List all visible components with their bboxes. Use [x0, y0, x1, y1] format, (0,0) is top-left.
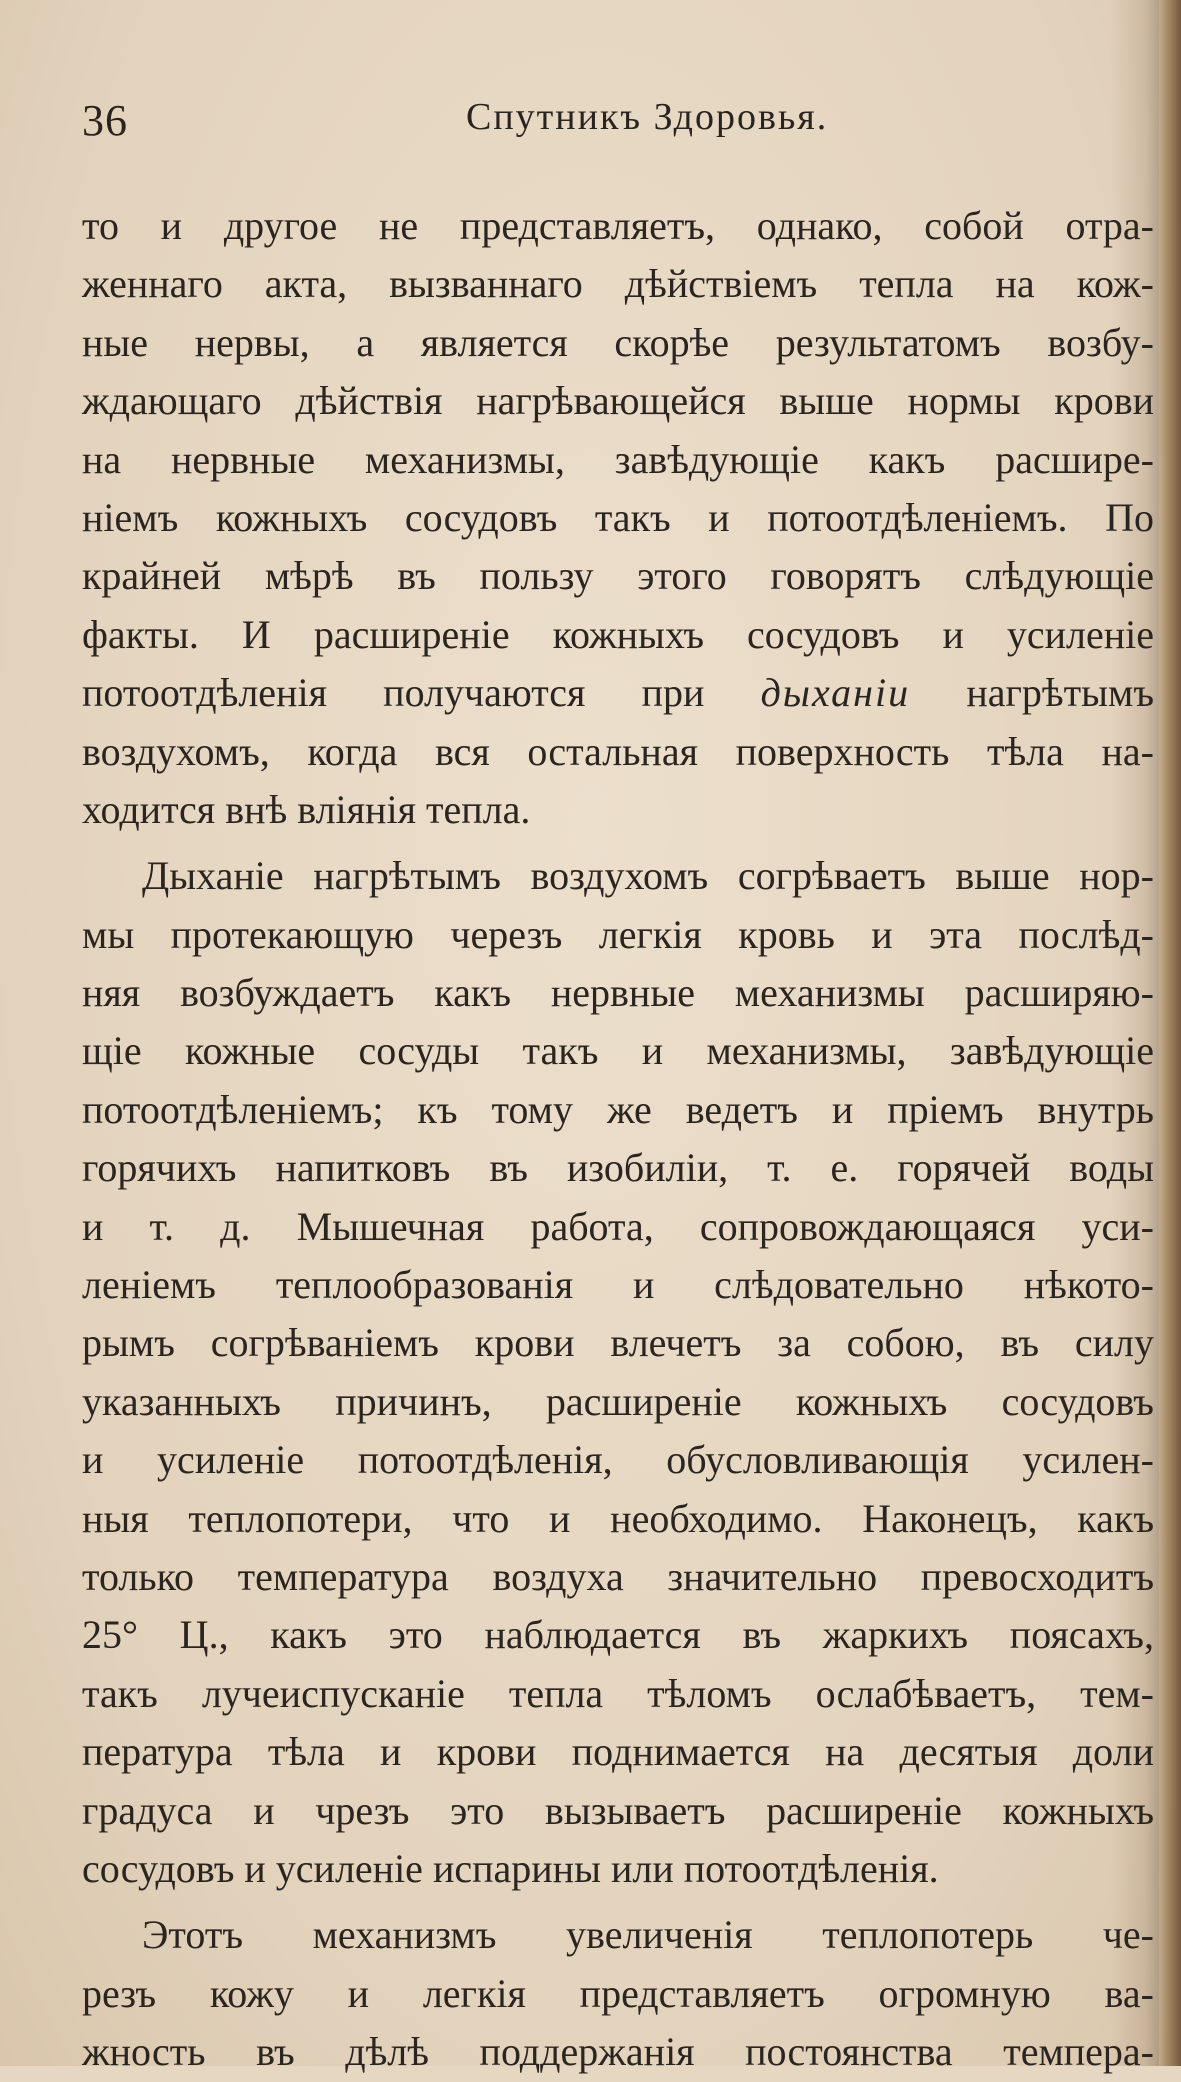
text-line: только температура воздуха значительно превосходитъ: [82, 1553, 1154, 1599]
page-header: [82, 95, 1154, 155]
text-line: такъ лучеиспусканіе тепла тѣломъ ослабѣваетъ, тем-: [82, 1670, 1154, 1716]
text-line: резъ кожу и легкія представляетъ огромную ва-: [82, 1970, 1154, 2016]
text-line: указанныхъ причинъ, расширеніе кожныхъ сосудовъ: [82, 1378, 1154, 1424]
text-line: пература тѣла и крови поднимается на десятыя доли: [82, 1729, 1154, 1775]
text-line: мы протекающую черезъ легкія кровь и эта послѣд-: [82, 911, 1154, 957]
text-line: воздухомъ, когда вся остальная поверхность тѣла на-: [82, 728, 1154, 774]
text-line: щіе кожные сосуды такъ и механизмы, завѣдующіе: [82, 1028, 1154, 1074]
text-line: ждающаго дѣйствія нагрѣвающейся выше нормы крови: [82, 378, 1154, 424]
text-line: женнаго акта, вызваннаго дѣйствіемъ тепла на кож-: [82, 261, 1154, 307]
page-number: 36: [82, 96, 128, 145]
text-line: 25° Ц., какъ это наблюдается въ жаркихъ поясахъ,: [82, 1612, 1154, 1658]
text-line: ные нервы, а является скорѣе результатомъ возбу-: [82, 319, 1154, 365]
text-line: Этотъ механизмъ увеличенія теплопотерь че-: [142, 1912, 1154, 1958]
text-line: ніемъ кожныхъ сосудовъ такъ и потоотдѣленіемъ. По: [82, 494, 1154, 540]
text-line: и т. д. Мышечная работа, сопровождающаяся уси-: [82, 1203, 1154, 1249]
text-line: ныя теплопотери, что и необходимо. Наконецъ, какъ: [82, 1495, 1154, 1541]
text-line: крайней мѣрѣ въ пользу этого говорятъ слѣдующіе: [82, 553, 1154, 599]
running-title: Спутникъ Здоровья.: [466, 96, 829, 138]
text-line: рымъ согрѣваніемъ крови влечетъ за собою, въ силу: [82, 1320, 1154, 1366]
body-text: [82, 197, 1154, 2082]
text-line: горячихъ напитковъ въ изобиліи, т. е. горячей воды: [82, 1145, 1154, 1191]
text-line: и усиленіе потоотдѣленія, обусловливающія усилен-: [82, 1437, 1154, 1483]
text-line: факты. И расширеніе кожныхъ сосудовъ и усиленіе: [82, 611, 1154, 657]
text-line-with-emphasis: потоотдѣленія получаются при дыханіи нагрѣтымъ: [82, 670, 1154, 716]
text-line: няя возбуждаетъ какъ нервные механизмы расширяю-: [82, 970, 1154, 1016]
emphasized-word: дыханіи: [760, 670, 911, 716]
text-line: сосудовъ и усиленіе испарины или потоотдѣленія.: [82, 1845, 939, 1891]
text-line: потоотдѣленіемъ; къ тому же ведетъ и пріемъ внутрь: [82, 1086, 1154, 1132]
text-line: жность въ дѣлѣ поддержанія постоянства темпера-: [82, 2029, 1154, 2075]
paragraph-1: [82, 197, 1154, 839]
text-line: на нервные механизмы, завѣдующіе какъ расшире-: [82, 436, 1154, 482]
text-line: Дыханіе нагрѣтымъ воздухомъ согрѣваетъ выше нор-: [142, 853, 1154, 899]
paragraph-2: [82, 847, 1154, 1898]
text-line: градуса и чрезъ это вызываетъ расширеніе кожныхъ: [82, 1787, 1154, 1833]
text-line: то и другое не представляетъ, однако, собой отра-: [82, 203, 1154, 248]
page-edge-shadow: [1159, 0, 1181, 2066]
text-line: ходится внѣ вліянія тепла.: [82, 786, 531, 832]
paragraph-3: [82, 1906, 1154, 2081]
text-line: леніемъ теплообразованія и слѣдовательно нѣкото-: [82, 1262, 1154, 1308]
